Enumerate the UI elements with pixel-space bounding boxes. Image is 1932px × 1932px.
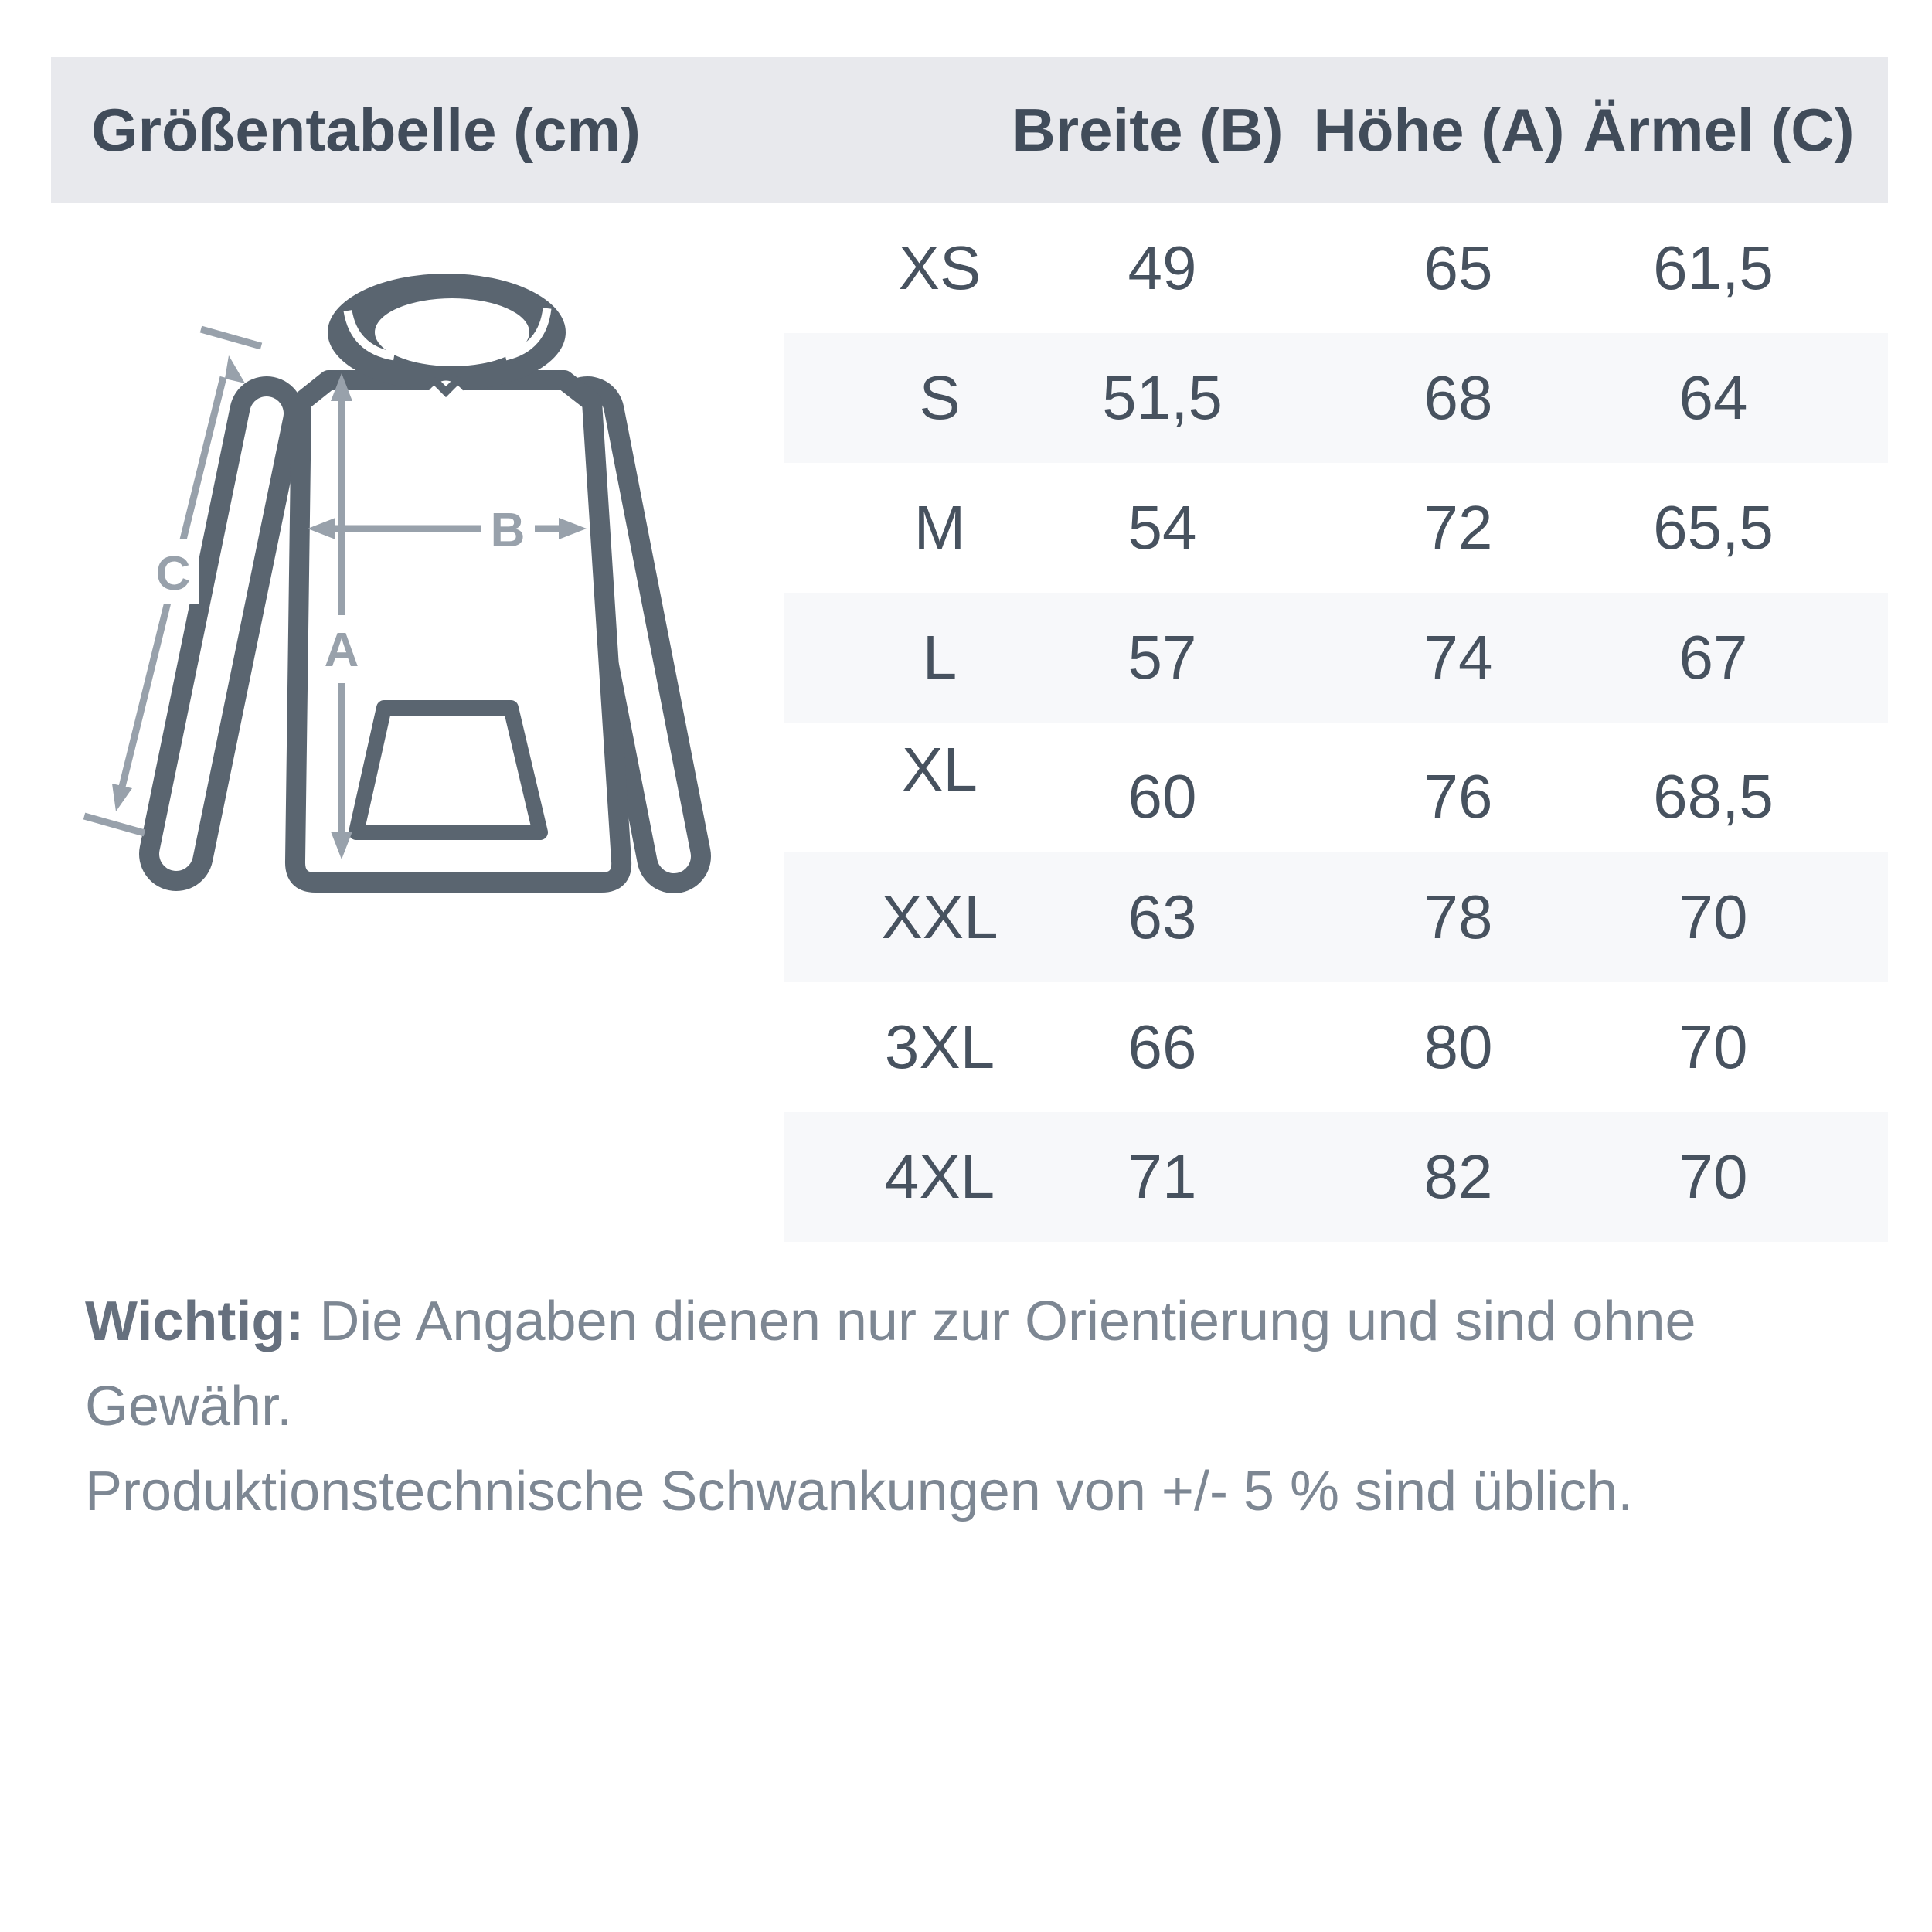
column-header-aermel: Ärmel (C) [1583, 96, 1855, 164]
size-chart-header [51, 57, 1888, 203]
column-header-breite: Breite (B) [1012, 96, 1284, 164]
hoehe-cell: 80 [1423, 1012, 1493, 1081]
size-cell: XL [902, 735, 978, 804]
table-row [784, 203, 1888, 333]
hoodie-measurement-diagram [46, 216, 819, 912]
table-row [784, 333, 1888, 463]
disclaimer-text-1: Die Angaben dienen nur zur Orientierung und sind ohne Gewähr. [85, 1291, 1696, 1437]
hoehe-cell: 68 [1423, 363, 1493, 432]
column-header-hoehe: Höhe (A) [1313, 96, 1565, 164]
breite-cell: 49 [1128, 233, 1197, 302]
breite-cell: 60 [1128, 762, 1197, 831]
breite-cell: 54 [1128, 493, 1197, 562]
aermel-cell: 67 [1679, 623, 1748, 692]
hoodie-pocket [356, 708, 540, 832]
breite-cell: 51,5 [1102, 363, 1223, 432]
size-cell: XS [898, 233, 981, 302]
table-row [784, 1112, 1888, 1242]
aermel-cell: 70 [1679, 1142, 1748, 1211]
aermel-cell: 61,5 [1653, 233, 1774, 302]
breite-cell: 57 [1128, 623, 1197, 692]
page-title: Größentabelle (cm) [91, 96, 641, 164]
aermel-cell: 70 [1679, 1012, 1748, 1081]
dimension-label-a: A [324, 624, 359, 677]
dimension-label-c: C [155, 547, 191, 600]
disclaimer-text-2: Produktionstechnische Schwankungen von +/- 5 % sind üblich. [85, 1461, 1634, 1522]
dimension-label-b: B [490, 504, 526, 557]
table-row [784, 463, 1888, 593]
hoodie-outline [176, 274, 674, 883]
table-row [784, 593, 1888, 723]
size-cell: 4XL [884, 1142, 995, 1211]
size-cell: L [922, 623, 957, 692]
breite-cell: 63 [1128, 883, 1197, 951]
hoehe-cell: 82 [1423, 1142, 1493, 1211]
hoodie-left-sleeve [176, 413, 267, 854]
disclaimer-lead: Wichtig: [85, 1291, 304, 1352]
size-table [784, 203, 1888, 1242]
hoehe-cell: 74 [1423, 623, 1493, 692]
table-row [784, 852, 1888, 982]
hoehe-cell: 65 [1423, 233, 1493, 302]
breite-cell: 66 [1128, 1012, 1197, 1081]
disclaimer-line-2 [85, 1449, 1862, 1534]
aermel-cell: 65,5 [1653, 493, 1774, 562]
aermel-cell: 70 [1679, 883, 1748, 951]
table-row [784, 723, 1888, 852]
hoehe-cell: 76 [1423, 762, 1493, 831]
size-cell: S [919, 363, 961, 432]
size-cell: 3XL [884, 1012, 995, 1081]
disclaimer-note [85, 1279, 1862, 1534]
size-cell: M [913, 493, 966, 562]
table-row [784, 982, 1888, 1112]
size-cell: XXL [881, 883, 998, 951]
hoehe-cell: 78 [1423, 883, 1493, 951]
hoehe-cell: 72 [1423, 493, 1493, 562]
disclaimer-line-1 [85, 1279, 1862, 1449]
aermel-cell: 64 [1679, 363, 1748, 432]
aermel-cell: 68,5 [1653, 762, 1774, 831]
breite-cell: 71 [1128, 1142, 1197, 1211]
